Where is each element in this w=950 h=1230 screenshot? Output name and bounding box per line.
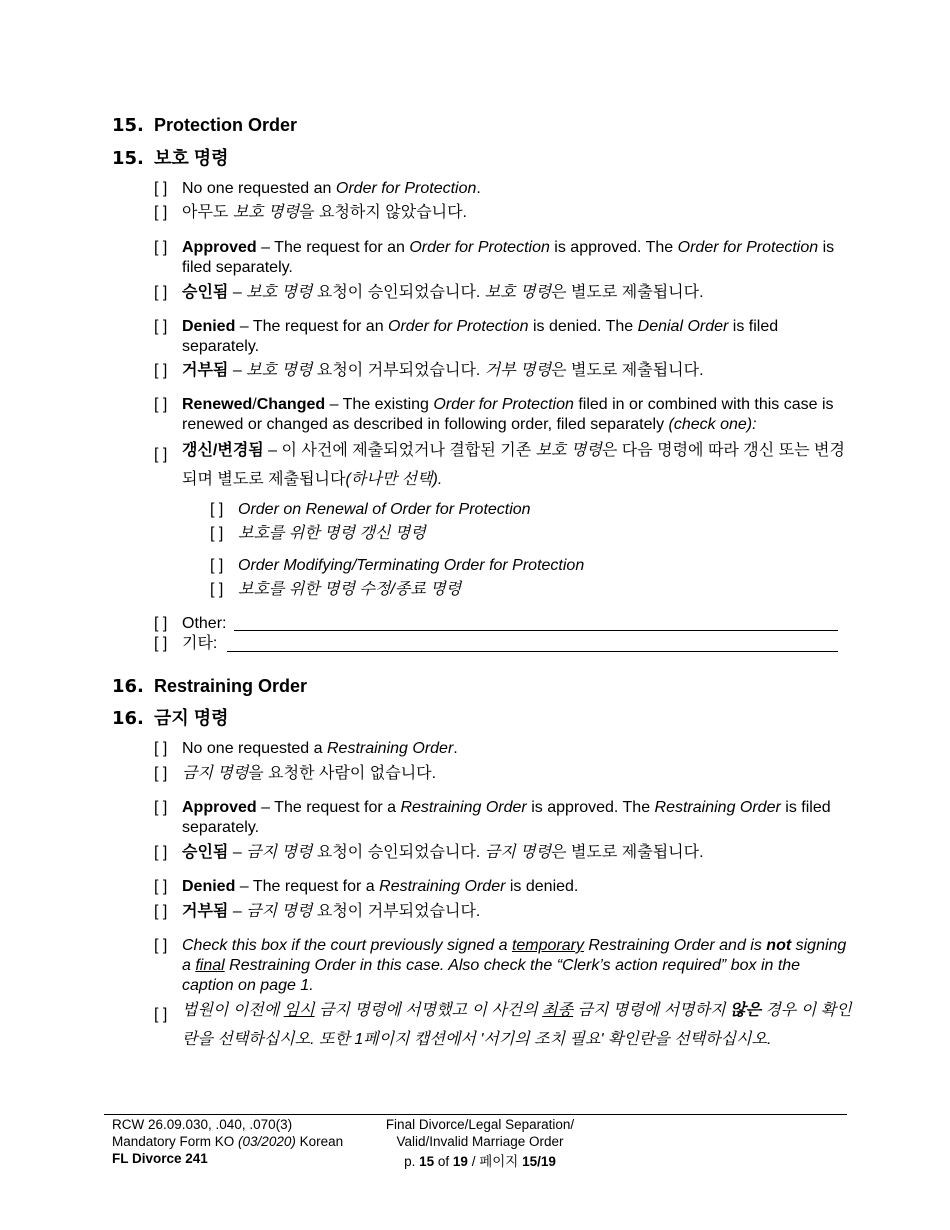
option-text: 금지 명령을 요청한 사람이 없습니다. (182, 765, 437, 782)
option-denied-ko[interactable] (154, 361, 854, 381)
option-temporary-ko[interactable] (154, 996, 854, 1054)
footer-left (112, 1116, 343, 1167)
option-text: No one requested an Order for Protection. (182, 180, 481, 197)
footer-form-id: FL Divorce 241 (112, 1151, 208, 1166)
checkbox[interactable]: [ ] (154, 903, 168, 920)
section-title: 금지 명령 (154, 708, 229, 728)
option-temporary-en[interactable] (154, 936, 854, 996)
option-text: Renewed/Changed – The existing Order for Protection filed in or combined with this case is renewed or changed as described in following order, filed separately (check one): (182, 396, 834, 433)
suboption-renewal-ko[interactable] (210, 524, 850, 544)
section-15-heading-en (112, 115, 297, 136)
option-text: 법원이 이전에 임시 금지 명령에 서명했고 이 사건의 최종 금지 명령에 서명하지 않은 경우 이 확인란을 선택하십시오. 또한 1페이지 캡션에서 '서기의 조치 필요' 확인란을 선택하십시오. (182, 1002, 852, 1048)
option-text: 갱신/변경됨 – 이 사건에 제출되었거나 결합된 기존 보호 명령은 다음 명령에 따라 갱신 또는 변경되며 별도로 제출됩니다(하나만 선택). (182, 442, 845, 488)
section-number: 16. (112, 676, 144, 697)
footer-title-2: Valid/Invalid Marriage Order (396, 1134, 564, 1149)
checkbox[interactable]: [ ] (154, 878, 168, 895)
section-number: 15. (112, 115, 144, 136)
option-text: Approved – The request for an Order for Protection is approved. The Order for Protection is filed separately. (182, 239, 835, 276)
checkbox[interactable]: [ ] (154, 446, 168, 463)
checkbox[interactable]: [ ] (154, 635, 168, 652)
option-denied-en[interactable] (154, 317, 854, 357)
option-text: 보호를 위한 명령 수정/종료 명령 (238, 581, 462, 598)
section-title: Restraining Order (154, 676, 308, 696)
checkbox[interactable]: [ ] (154, 284, 168, 301)
checkbox[interactable]: [ ] (154, 396, 168, 413)
checkbox[interactable]: [ ] (210, 525, 224, 542)
checkbox[interactable]: [ ] (154, 937, 168, 954)
other-input-line-ko[interactable] (227, 651, 838, 652)
checkbox[interactable]: [ ] (154, 1006, 168, 1023)
footer-rule (104, 1114, 847, 1115)
option-denied-en[interactable] (154, 877, 854, 897)
checkbox[interactable]: [ ] (154, 799, 168, 816)
option-text: Other: (182, 615, 227, 632)
option-text: 거부됨 – 보호 명령 요청이 거부되었습니다. 거부 명령은 별도로 제출됩니다. (182, 362, 704, 379)
section-title: Protection Order (154, 115, 298, 135)
option-text: 보호를 위한 명령 갱신 명령 (238, 525, 426, 542)
option-text: Denied – The request for an Order for Protection is denied. The Denial Order is filed separately. (182, 318, 779, 355)
option-text: 거부됨 – 금지 명령 요청이 거부되었습니다. (182, 903, 481, 920)
option-denied-ko[interactable] (154, 902, 854, 922)
checkbox[interactable]: [ ] (154, 239, 168, 256)
section-16-heading-ko (112, 704, 229, 730)
footer-form: Mandatory Form KO (03/2020) Korean (112, 1134, 344, 1149)
checkbox[interactable]: [ ] (154, 180, 168, 197)
option-text: 승인됨 – 금지 명령 요청이 승인되었습니다. 금지 명령은 별도로 제출됩니다. (182, 844, 704, 861)
option-renewed-en[interactable] (154, 395, 854, 435)
option-renewed-ko[interactable] (154, 436, 854, 494)
footer-rcw: RCW 26.09.030, .040, .070(3) (112, 1117, 293, 1132)
other-input-line-en[interactable] (234, 630, 838, 631)
option-none-ko[interactable] (154, 203, 854, 223)
footer-title-1: Final Divorce/Legal Separation/ (385, 1117, 575, 1132)
option-approved-en[interactable] (154, 798, 854, 838)
option-text: Order Modifying/Terminating Order for Protection (238, 557, 585, 574)
option-approved-ko[interactable] (154, 283, 854, 303)
option-none-en[interactable] (154, 179, 854, 199)
checkbox[interactable]: [ ] (210, 501, 224, 518)
checkbox[interactable]: [ ] (210, 581, 224, 598)
footer-center (380, 1116, 580, 1170)
option-other-en[interactable] (154, 614, 854, 634)
option-text: 기타: (182, 635, 218, 652)
section-16-heading-en (112, 676, 307, 697)
option-none-en[interactable] (154, 739, 854, 759)
checkbox[interactable]: [ ] (154, 318, 168, 335)
checkbox[interactable]: [ ] (154, 362, 168, 379)
suboption-modify-ko[interactable] (210, 580, 850, 600)
checkbox[interactable]: [ ] (154, 765, 168, 782)
checkbox[interactable]: [ ] (154, 740, 168, 757)
option-none-ko[interactable] (154, 764, 854, 784)
checkbox[interactable]: [ ] (154, 204, 168, 221)
checkbox[interactable]: [ ] (154, 844, 168, 861)
suboption-modify-en[interactable] (210, 556, 850, 576)
option-text: Approved – The request for a Restraining Order is approved. The Restraining Order is filed separately. (182, 799, 831, 836)
section-title: 보호 명령 (154, 148, 229, 168)
option-approved-ko[interactable] (154, 843, 854, 863)
footer-page: p. 15 of 19 / 페이지 15/19 (404, 1154, 556, 1169)
option-text: 아무도 보호 명령을 요청하지 않았습니다. (182, 204, 468, 221)
option-text: Order on Renewal of Order for Protection (238, 501, 531, 518)
option-text: Denied – The request for a Restraining Order is denied. (182, 878, 579, 895)
checkbox[interactable]: [ ] (154, 615, 168, 632)
option-text: 승인됨 – 보호 명령 요청이 승인되었습니다. 보호 명령은 별도로 제출됩니다. (182, 284, 704, 301)
suboption-renewal-en[interactable] (210, 500, 850, 520)
checkbox[interactable]: [ ] (210, 557, 224, 574)
section-number: 16. (112, 708, 144, 729)
section-number: 15. (112, 148, 144, 169)
section-15-heading-ko (112, 144, 229, 170)
option-text: Check this box if the court previously signed a temporary Restraining Order and is not signing a final Restraining Order in this case. Also check the “Clerk’s action required” box in the caption on page 1. (182, 937, 847, 994)
option-text: No one requested a Restraining Order. (182, 740, 458, 757)
option-approved-en[interactable] (154, 238, 854, 278)
